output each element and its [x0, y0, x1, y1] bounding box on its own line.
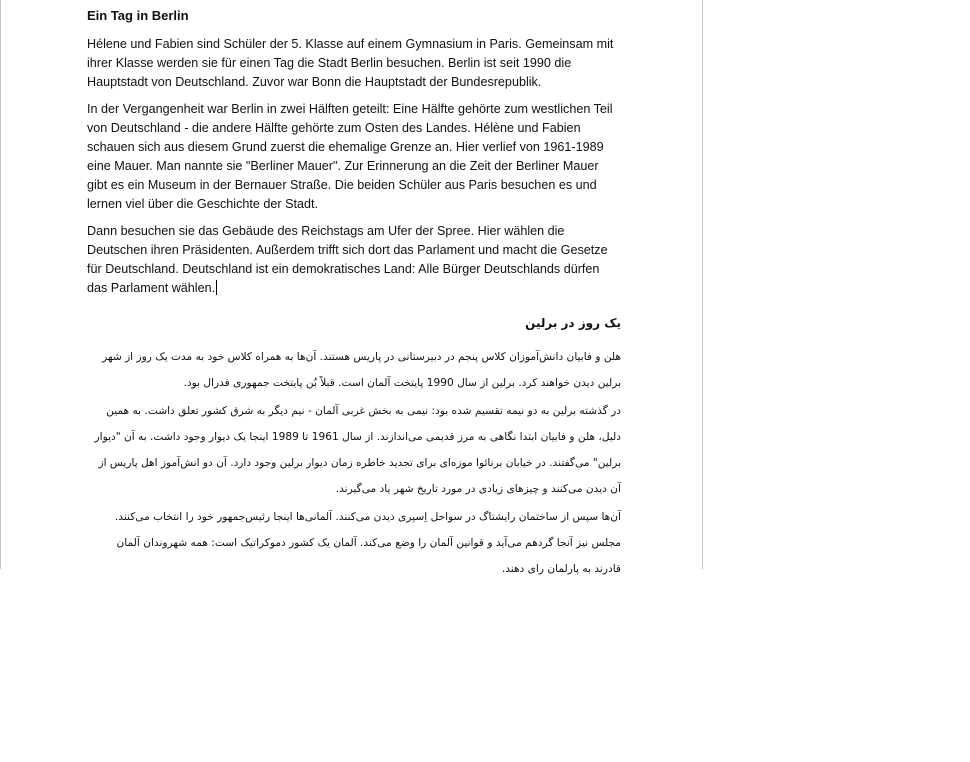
text-cursor [216, 280, 217, 295]
german-paragraph-3-text: Dann besuchen sie das Gebäude des Reichstags am Ufer der Spree. Hier wählen die Deutschen ihren Präsidenten. Außerdem trifft sich dort das Parlament und macht die Gesetze für Deutschland. Deutschland ist ein demokratisches Land: Alle Bürger Deutschlands dürfen das Parlament wählen. [87, 224, 608, 295]
persian-paragraph-1: هلن و فابیان دانش‌آموزان کلاس پنجم در دبیرستانی در پاریس هستند. آن‌ها به همراه کلاس خود به مدت یک روز از شهر برلین دیدن خواهند کرد. برلین از سال 1990 پایتخت آلمان است. قبلاً بُن پایتخت جمهوری فدرال بود. [102, 351, 621, 389]
document-body[interactable] [87, 6, 621, 584]
german-paragraph-2: In der Vergangenheit war Berlin in zwei Hälften geteilt: Eine Hälfte gehörte zum westlichen Teil von Deutschland - die andere Hälfte gehörte zum Osten des Landes. Hélène und Fabien schauen sich aus diesem Grund zuerst die ehemalige Grenze an. Hier verlief von 1961-1989 eine Mauer. Man nannte sie "Berliner Mauer". Zur Erinnerung an die Zeit der Berliner Mauer gibt es ein Museum in der Bernauer Straße. Die beiden Schüler aus Paris besuchen es und lernen viel über die Geschichte der Stadt. [87, 102, 613, 211]
german-paragraph-1: Hélene und Fabien sind Schüler der 5. Klasse auf einem Gymnasium in Paris. Gemeinsam mit ihrer Klasse werden sie für einen Tag die Stadt Berlin besuchen. Berlin ist seit 1990 die Hauptstadt von Deutschland. Zuvor war Bonn die Hauptstadt der Bundesrepublik. [87, 37, 614, 89]
persian-paragraph-2: در گذشته برلین به دو نیمه تقسیم شده بود: نیمی به بخش غربی آلمان - نیم دیگر به شرق کشور تعلق داشت. به همین دلیل، هلن و فابیان ابتدا نگاهی به مرز قدیمی می‌اندازند. از سال 1961 تا 1989 اینجا یک دیوار وجود داشت. به آن "دیوار برلین" می‌گفتند. در خیابان برنائوا موزه‌ای برای تجدید خاطره زمان دیوار برلین وجود دارد. آن دو انش‌آموز اهل پاریس از آن دیدن می‌کنند و چیزهای زیادی در مورد تاریخ شهر یاد می‌گیرند. [94, 405, 621, 495]
german-paragraph-3 [87, 222, 621, 298]
persian-title: یک روز در برلین [525, 316, 621, 330]
persian-section [87, 312, 621, 582]
german-title: Ein Tag in Berlin [87, 8, 189, 23]
persian-paragraph-3: آن‌ها سپس از ساختمان رایشتاگ در سواحل اِسپری دیدن می‌کنند. آلمانی‌ها اینجا رئیس‌جمهور خود را انتخاب می‌کنند. مجلس نیز آنجا گردهم می‌آید و قوانین آلمان را وضع می‌کند. آلمان یک کشور دموکراتیک است: همه شهروندان آلمان قادرند به پارلمان رای دهند. [114, 511, 621, 575]
